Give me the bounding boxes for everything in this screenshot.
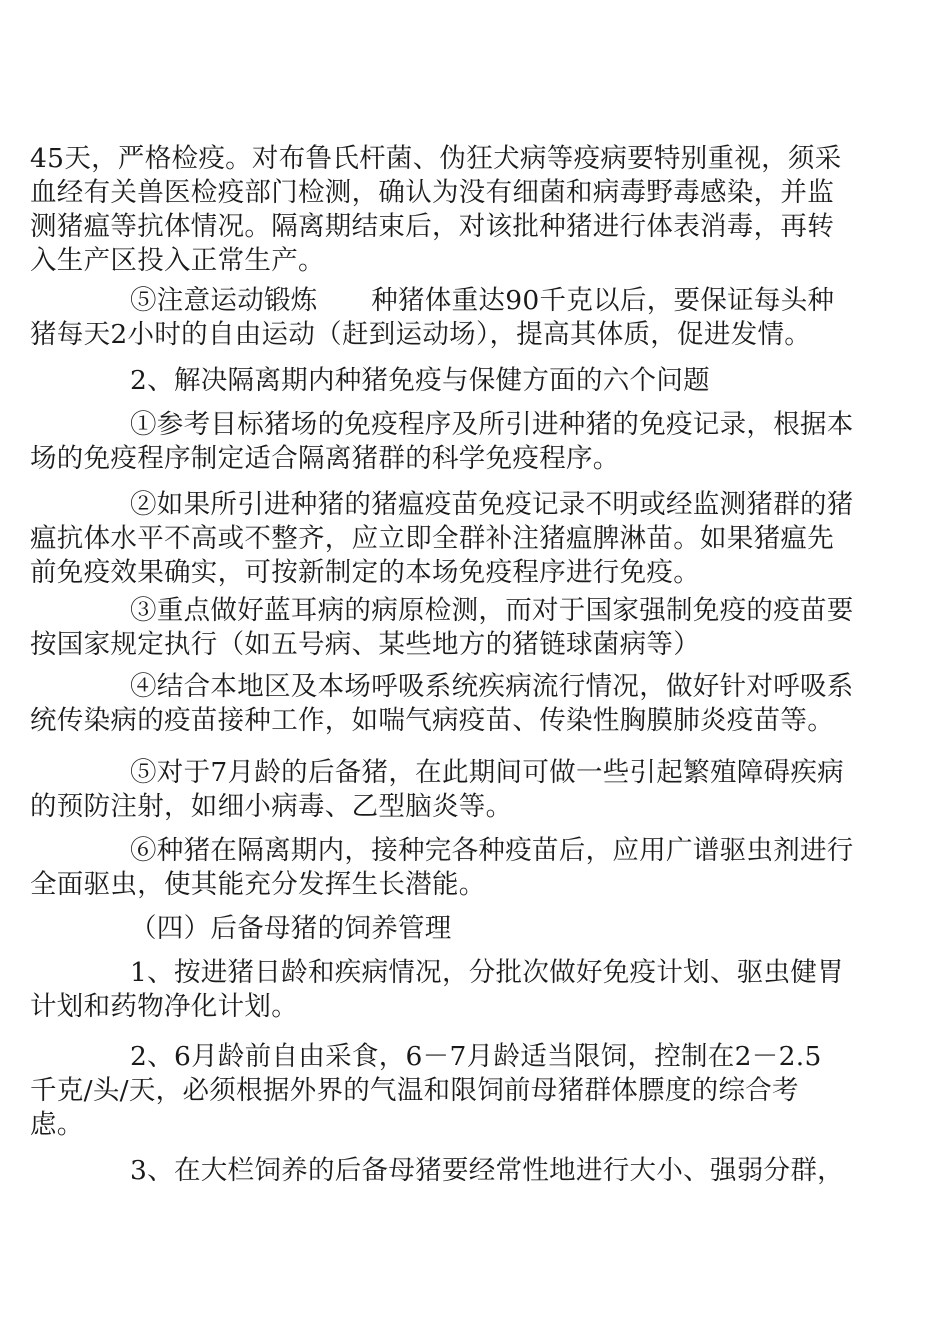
paragraph-exercise [30,284,915,352]
paragraph-item-1 [30,408,915,476]
text-line: 千克/头/天，必须根据外界的气温和限饲前母猪群体膘度的综合考 [30,1075,799,1106]
text-line: 血经有关兽医检疫部门检测，确认为没有细菌和病毒野毒感染，并监 [30,177,834,208]
text-line: ①参考目标猪场的免疫程序及所引进种猪的免疫记录，根据本 [130,409,854,440]
paragraph-item-6 [30,834,915,902]
text-line: 场的免疫程序制定适合隔离猪群的科学免疫程序。 [30,443,620,474]
text-line: 的预防注射，如细小病毒、乙型脑炎等。 [30,791,513,822]
text-line: 测猪瘟等抗体情况。隔离期结束后，对该批种猪进行体表消毒，再转 [30,211,834,242]
text-line: 计划和药物净化计划。 [30,991,298,1022]
text-line: 1、按进猪日龄和疾病情况，分批次做好免疫计划、驱虫健胃 [130,957,844,988]
text-line: 2、解决隔离期内种猪免疫与保健方面的六个问题 [130,365,710,396]
text-line: 2、6月龄前自由采食，6－7月龄适当限饲，控制在2－2.5 [130,1041,822,1072]
text-line: 按国家规定执行（如五号病、某些地方的猪链球菌病等） [30,629,700,660]
paragraph-gilt-2 [30,1040,915,1142]
paragraph-item-5 [30,756,915,824]
text-line: （四）后备母猪的饲养管理 [130,913,452,944]
section-heading-immunization [30,364,915,398]
paragraph-item-3 [30,594,915,662]
paragraph-gilt-1 [30,956,915,1024]
text-line: 猪每天2小时的自由运动（赶到运动场），提高其体质，促进发情。 [30,319,812,350]
paragraph-quarantine-continued [30,142,915,278]
text-line: 3、在大栏饲养的后备母猪要经常性地进行大小、强弱分群， [130,1155,844,1186]
text-line: 前免疫效果确实，可按新制定的本场免疫程序进行免疫。 [30,557,700,588]
text-line: ⑤注意运动锻炼 种猪体重达90千克以后，要保证每头种 [130,285,835,316]
text-line: 入生产区投入正常生产。 [30,245,325,276]
text-line: ⑥种猪在隔离期内，接种完各种疫苗后，应用广谱驱虫剂进行 [130,835,854,866]
paragraph-gilt-3 [30,1154,915,1188]
text-line: 虑。 [30,1109,84,1140]
text-line: 瘟抗体水平不高或不整齐，应立即全群补注猪瘟脾淋苗。如果猪瘟先 [30,523,834,554]
text-line: ④结合本地区及本场呼吸系统疾病流行情况，做好针对呼吸系 [130,671,854,702]
text-line: ③重点做好蓝耳病的病原检测，而对于国家强制免疫的疫苗要 [130,595,854,626]
paragraph-item-2 [30,488,915,590]
paragraph-item-4 [30,670,915,738]
section-heading-gilt-management [30,912,915,946]
text-line: ②如果所引进种猪的猪瘟疫苗免疫记录不明或经监测猪群的猪 [130,489,854,520]
text-line: 统传染病的疫苗接种工作，如喘气病疫苗、传染性胸膜肺炎疫苗等。 [30,705,834,736]
text-line: 45天，严格检疫。对布鲁氏杆菌、伪狂犬病等疫病要特别重视，须采 [30,143,842,174]
text-line: 全面驱虫，使其能充分发挥生长潜能。 [30,869,486,900]
text-line: ⑤对于7月龄的后备猪，在此期间可做一些引起繁殖障碍疾病 [130,757,844,788]
